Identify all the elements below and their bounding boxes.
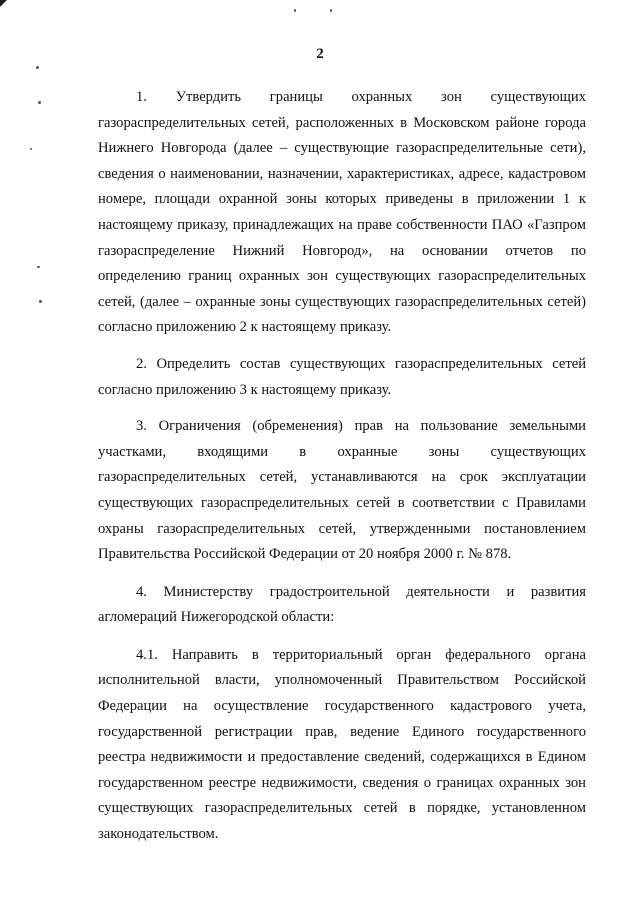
scan-speck [39, 300, 42, 303]
document-body [98, 85, 586, 848]
scan-speck [37, 266, 40, 268]
scan-speck [36, 66, 39, 69]
scan-speck [38, 101, 41, 104]
scan-speck [30, 148, 32, 150]
scan-corner-mark [0, 0, 7, 7]
page-number: 2 [316, 46, 324, 62]
paragraph-1: 1. Утвердить границы охранных зон существующих газораспределительных сетей, расположенных в Московском районе города Нижнего Новгорода (далее – существующие газораспределительные сети), сведения о наименовании, назначении, характеристиках, адресе, кадастровом номере, площади охранной зоны которых приведены в приложении 1 к настоящему приказу, принадлежащих на праве собственности ПАО «Газпром газораспределение Нижний Новгород», на основании отчетов по определению границ охранных зон существующих газораспределительных сетей, (далее – охранные зоны существующих газораспределительных сетей) согласно приложению 2 к настоящему приказу. [98, 89, 586, 336]
paragraph-4: 4. Министерству градостроительной деятельности и развития агломераций Нижегородской области: [98, 583, 586, 626]
scan-speck [294, 9, 296, 12]
scan-speck [330, 9, 332, 12]
paragraph-3: 3. Ограничения (обременения) прав на пользование земельными участками, входящими в охранные зоны существующих газораспределительных сетей, устанавливаются на срок эксплуатации существующих газораспределительных сетей в соответствии с Правилами охраны газораспределительных сетей, утвержденными постановлением Правительства Российской Федерации от 20 ноября 2000 г. № 878. [98, 418, 586, 563]
paragraph-4-1: 4.1. Направить в территориальный орган федерального органа исполнительной власти, уполномоченный Правительством Российской Федерации на осуществление государственного кадастрового учета, государственной регистрации прав, ведение Единого государственного реестра недвижимости и предоставление сведений, содержащихся в Едином государственном реестре недвижимости, сведения о границах охранных зон существующих газораспределительных сетей в порядке, установленном законодательством. [98, 646, 586, 843]
paragraph-2: 2. Определить состав существующих газораспределительных сетей согласно приложению 3 к настоящему приказу. [98, 355, 586, 398]
